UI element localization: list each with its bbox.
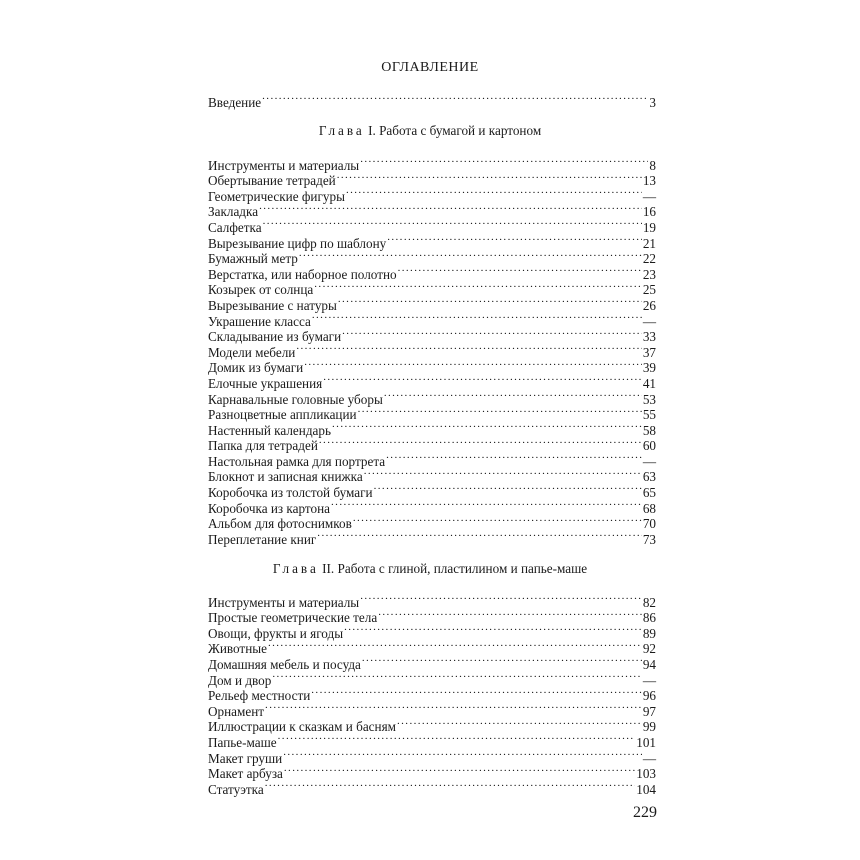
toc-entry [208,91,656,110]
entry-page: 22 [642,251,656,267]
chapter-2-entry-list [208,591,656,797]
dot-leader [364,466,642,482]
entry-page: 23 [642,266,656,282]
dot-leader [360,591,642,607]
toc-entry [208,216,656,235]
chapter-title: Работа с бумагой и картоном [379,123,542,138]
entry-label: Коробочка из картона [208,500,331,516]
entry-page: 13 [642,173,656,189]
entry-page: 97 [642,703,656,719]
dot-leader [332,419,642,435]
entry-label: Альбом для фотоснимков [208,516,352,532]
entry-page: — [642,313,656,329]
dot-leader [386,450,642,466]
entry-page: 86 [642,610,656,626]
toc-entry [208,591,656,610]
dot-leader [398,263,642,279]
entry-label: Разноцветные аппликации [208,407,357,423]
toc-entry [208,653,656,672]
dot-leader [317,528,642,544]
toc-entry [208,778,656,797]
dot-leader [387,232,642,248]
entry-label: Папка для тетрадей [208,438,318,454]
dot-leader [374,481,642,497]
chapter-title: Работа с глиной, пластилином и папье-маше [337,561,588,576]
entry-label: Верстатка, или наборное полотно [208,266,397,282]
dot-leader [323,372,642,388]
entry-label: Складывание из бумаги [208,329,342,345]
dot-leader [362,653,642,669]
entry-page: 92 [642,641,656,657]
entry-page: 82 [642,594,656,610]
entry-label: Инструменты и материалы [208,594,360,610]
entry-label: Овощи, фрукты и ягоды [208,625,344,641]
page-number: 229 [633,804,657,821]
entry-label: Геометрические фигуры [208,188,345,204]
entry-page: 19 [642,219,656,235]
dot-leader [397,716,642,732]
entry-label: Карнавальные головные уборы [208,391,383,407]
entry-label: Простые геометрические тела [208,610,378,626]
entry-label: Блокнот и записная книжка [208,469,363,485]
dot-leader [337,170,642,186]
dot-leader [262,91,648,107]
dot-leader [346,185,642,201]
entry-page: — [642,750,656,766]
entry-label: Введение [208,94,262,110]
entry-label: Настенный календарь [208,422,332,438]
dot-leader [319,435,642,451]
entry-label: Козырек от солнца [208,282,314,298]
entry-page: 26 [642,297,656,313]
entry-page: 89 [642,625,656,641]
entry-label: Вырезывание с натуры [208,297,337,313]
entry-page: 37 [642,344,656,360]
toc-entry [208,201,656,220]
entry-page: 3 [649,94,656,110]
entry-page: 94 [642,656,656,672]
dot-leader [265,700,642,716]
entry-page: 58 [642,422,656,438]
dot-leader [296,341,641,357]
entry-page: 63 [642,469,656,485]
entry-page: 8 [649,157,656,173]
toc-entry [208,716,656,735]
toc-entry [208,685,656,704]
dot-leader [259,201,642,217]
page-title: ОГЛАВЛЕНИЕ [381,60,479,75]
entry-label: Рельеф местности [208,688,311,704]
dot-leader [299,248,642,264]
entry-label: Папье-маше [208,734,277,750]
entry-label: Инструменты и материалы [208,157,360,173]
chapter-word: Глава [318,123,365,138]
dot-leader [311,685,642,701]
entry-label: Салфетка [208,219,262,235]
entry-label: Дом и двор [208,672,272,688]
entry-label: Животные [208,641,267,657]
entry-label: Закладка [208,204,259,220]
entry-page: 68 [642,500,656,516]
dot-leader [312,310,642,326]
entry-page: 25 [642,282,656,298]
dot-leader [304,357,642,373]
entry-label: Модели мебели [208,344,296,360]
entry-page: 16 [642,204,656,220]
entry-label: Украшение класса [208,313,311,329]
entry-label: Вырезывание цифр по шаблону [208,235,387,251]
chapter-heading-2 [0,561,860,577]
entry-page: 39 [642,360,656,376]
dot-leader [284,763,635,779]
entry-label: Статуэтка [208,781,264,797]
entry-page: 103 [636,766,656,782]
entry-page: — [642,188,656,204]
entry-label: Коробочка из толстой бумаги [208,485,373,501]
dot-leader [384,388,642,404]
entry-page: 73 [642,531,656,547]
entry-page: 101 [636,734,656,750]
dot-leader [331,497,642,513]
entry-page: 60 [642,438,656,454]
entry-label: Переплетание книг [208,531,317,547]
chapter-word: Глава [272,561,319,576]
entry-label: Макет арбуза [208,766,283,782]
chapter-1-entry-list [208,154,656,547]
dot-leader [263,216,642,232]
entry-page: — [642,453,656,469]
dot-leader [358,404,642,420]
dot-leader [268,638,642,654]
entry-label: Елочные украшения [208,375,323,391]
dot-leader [283,747,642,763]
entry-page: 33 [642,329,656,345]
entry-page: 65 [642,485,656,501]
dot-leader [360,154,648,170]
entry-page: 99 [642,719,656,735]
entry-page: 55 [642,407,656,423]
entry-page: 70 [642,516,656,532]
entry-label: Обертывание тетрадей [208,173,336,189]
toc-entry [208,154,656,173]
entry-page: 104 [636,781,656,797]
entry-page: 96 [642,688,656,704]
dot-leader [342,326,642,342]
dot-leader [314,279,642,295]
dot-leader [353,513,642,529]
entry-label: Домик из бумаги [208,360,304,376]
toc-entry [208,700,656,719]
intro-entry-list [208,91,656,110]
entry-label: Макет груши [208,750,283,766]
entry-page: 53 [642,391,656,407]
entry-label: Домашняя мебель и посуда [208,656,361,672]
dot-leader [344,622,642,638]
chapter-heading-1 [0,123,860,139]
entry-label: Орнамент [208,703,265,719]
dot-leader [272,669,641,685]
dot-leader [278,731,636,747]
dot-leader [378,607,642,623]
toc-entry [208,638,656,657]
toc-entry [208,232,656,251]
chapter-number: I. [368,123,376,138]
entry-label: Бумажный метр [208,251,298,267]
toc-entry [208,669,656,688]
entry-page: 41 [642,375,656,391]
dot-leader [338,294,642,310]
entry-label: Иллюстрации к сказкам и басням [208,719,396,735]
entry-label: Настольная рамка для портрета [208,453,386,469]
chapter-number: II. [322,561,335,576]
entry-page: 21 [642,235,656,251]
entry-page: — [642,672,656,688]
dot-leader [265,778,635,794]
